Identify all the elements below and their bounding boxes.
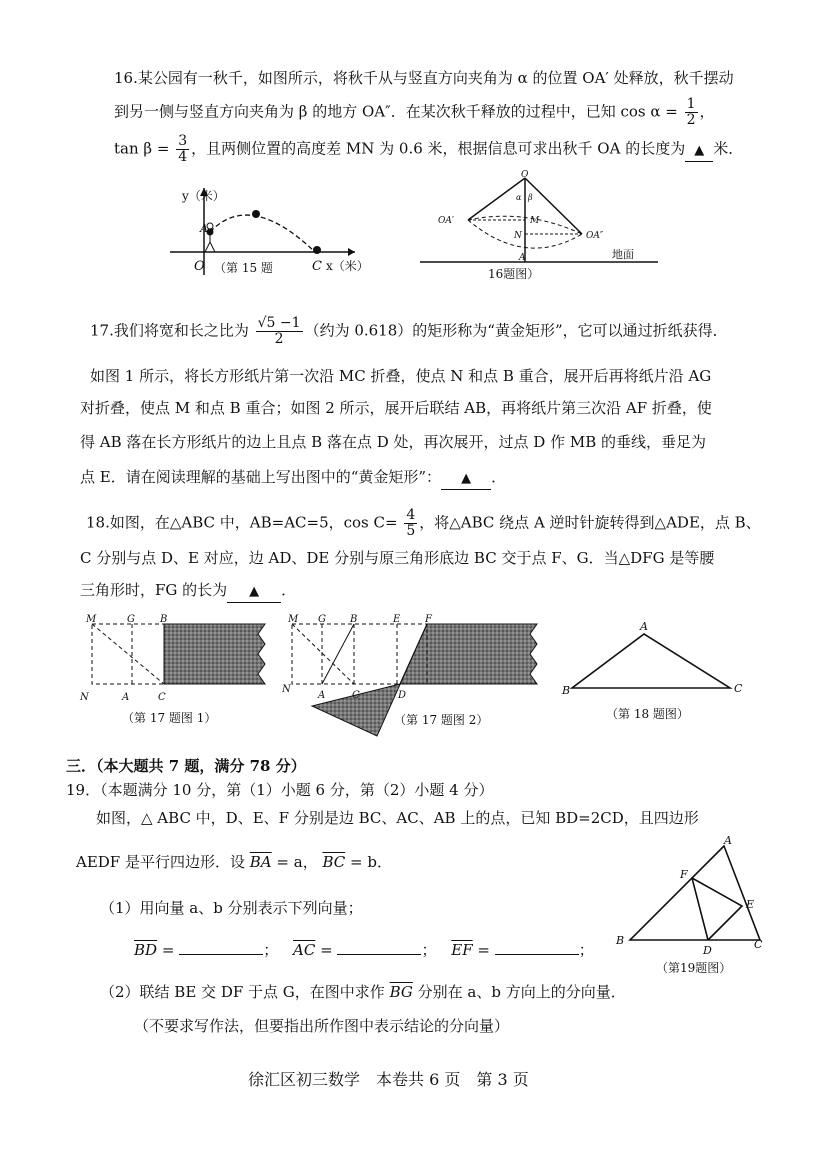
q18-line1 xyxy=(86,508,761,539)
q16-cos-den: 2 xyxy=(686,112,696,128)
q19-bd-blank[interactable] xyxy=(179,954,263,955)
fig17-1-b: B xyxy=(160,614,168,625)
q16-cos-fraction xyxy=(685,97,698,128)
q19-vec-ba: $\overline{BA}$ xyxy=(249,853,272,871)
q17-line5 xyxy=(80,467,506,490)
q16-unit: 米． xyxy=(713,139,744,158)
q19-eq-b: = b． xyxy=(350,853,392,871)
fig15-x-label: x（米） xyxy=(326,259,369,273)
fig17-2-a: A xyxy=(318,690,326,701)
fig16-oa1-label: OA′ xyxy=(438,216,454,226)
fig17-1-g: G xyxy=(127,614,135,625)
q17-line1-text-b: （约为 0.618）的矩形称为“黄金矩形”，它可以通过折纸获得． xyxy=(304,321,728,340)
q19-part1: （1）用向量 a、b 分别表示下列向量； xyxy=(100,899,363,917)
fig18-c: C xyxy=(734,682,743,695)
q18-line1-text-b: ，将△ABC 绕点 A 逆时针旋转得到△ADE，点 B、 xyxy=(419,513,761,532)
q17-line2: 如图 1 所示，将长方形纸片第一次沿 MC 折叠，使点 N 和点 B 重合，展开后再将纸片沿 AG xyxy=(90,367,712,385)
fig17-1-a: A xyxy=(122,692,130,703)
fig16-beta-label: β xyxy=(528,193,533,202)
q16-tan-den: 4 xyxy=(178,149,188,165)
fig16-n-label: N xyxy=(514,231,522,241)
q16-line2-text: 到另一侧与竖直方向夹角为 β 的地方 OA″．在某次秋千释放的过程中，已知 cos α = xyxy=(114,102,678,121)
section3-heading: 三．（本大题共 7 题，满分 78 分） xyxy=(66,757,306,775)
q17-golden-fraction xyxy=(256,316,303,347)
fig17-2-diagram xyxy=(282,614,552,739)
q18-answer-blank[interactable] xyxy=(227,580,281,603)
fig19-d: D xyxy=(703,944,712,957)
q19-ef-label: $\overline{EF}$ xyxy=(451,941,473,959)
q17-answer-mark: ▲ xyxy=(461,471,472,486)
q18-line1-text-a: 18.如图，在△ABC 中，AB=AC=5，cos C= xyxy=(86,513,398,532)
q19-eq-a: = a， xyxy=(276,853,318,871)
fig15-a-label: A xyxy=(200,222,208,235)
fig17-1-caption: （第 17 题图 1） xyxy=(122,711,217,725)
q19-part2-text-b: 分别在 a、b 方向上的分向量． xyxy=(417,983,626,1001)
fig16-oa2-label: OA″ xyxy=(586,231,604,241)
q19-part2-text-a: （2）联结 BE 交 DF 于点 G，在图中求作 xyxy=(100,983,385,1001)
q16-line3 xyxy=(114,134,743,165)
q19-ac-eq: = xyxy=(320,941,333,959)
q17-line5-end: ． xyxy=(491,468,507,486)
q19-ac-label: $\overline{AC}$ xyxy=(293,941,316,959)
fig16-o-label: O xyxy=(521,170,529,180)
fig15-diagram xyxy=(170,180,370,280)
q19-line2 xyxy=(76,852,392,872)
fig16-diagram xyxy=(420,170,660,285)
q18-line3-end: ． xyxy=(281,581,297,599)
fig15-o-label: O xyxy=(194,259,205,274)
q17-line3: 对折叠，使点 M 和点 B 重合；如图 2 所示，展开后联结 AB，再将纸片第三次沿 AF 折叠，使 xyxy=(80,399,712,417)
q18-line3-text: 三角形时，FG 的长为 xyxy=(80,581,228,599)
q17-frac-num: √5 −1 xyxy=(257,315,301,331)
q17-line1 xyxy=(90,316,728,347)
fig17-1-m: M xyxy=(86,614,97,625)
fig16-alpha-label: α xyxy=(516,193,522,202)
q18-line2: C 分别与点 D、E 对应，边 AD、DE 分别与原三角形底边 BC 交于点 F、G．当△DFG 是等腰 xyxy=(80,549,715,567)
fig16-caption: 16题图） xyxy=(488,267,540,281)
q17-line5-text: 点 E．请在阅读理解的基础上写出图中的“黄金矩形”： xyxy=(80,468,442,486)
fig17-2-c: C xyxy=(352,690,360,701)
q19-ac-blank[interactable] xyxy=(337,954,421,955)
q16-line3-text: ，且两侧位置的高度差 MN 为 0.6 米，根据信息可求出秋千 OA 的长度为 xyxy=(191,139,686,158)
q19-vec-bc: $\overline{BC}$ xyxy=(322,853,346,871)
q19-answers-row xyxy=(134,940,594,960)
q16-line2: 到另一侧与竖直方向夹角为 β 的地方 OA″．在某次秋千释放的过程中，已知 cos α = $\frac{1}{2}$ ， xyxy=(114,96,715,128)
q18-cos-fraction xyxy=(404,508,417,539)
q16-tan-fraction xyxy=(176,134,189,165)
q17-answer-blank[interactable] xyxy=(441,467,491,490)
fig17-2-b: B xyxy=(350,614,358,625)
q19-part2c: （不要求写作法，但要指出所作图中表示结论的分向量） xyxy=(134,1017,510,1035)
fig15-caption: （第 15 题 xyxy=(214,261,273,275)
fig17-1-c: C xyxy=(158,692,166,703)
q19-sep-3: ； xyxy=(578,941,594,959)
q16-line1: 16.某公园有一秋千，如图所示，将秋千从与竖直方向夹角为 α 的位置 OA′ 处释放，秋千摆动 xyxy=(114,69,734,87)
fig17-2-f: F xyxy=(425,614,432,625)
q18-answer-mark: ▲ xyxy=(249,584,260,599)
fig19-diagram xyxy=(612,836,772,981)
q16-tan-text: tan β = xyxy=(114,139,170,158)
fig18-b: B xyxy=(562,684,571,697)
q16-tan-num: 3 xyxy=(178,133,188,149)
fig16-ground-label: 地面 xyxy=(612,248,634,261)
q17-frac-den: 2 xyxy=(274,331,284,347)
q18-frac-num: 4 xyxy=(406,507,416,523)
q19-ef-blank[interactable] xyxy=(495,954,579,955)
fig17-2-e: E xyxy=(393,614,401,625)
fig19-a: A xyxy=(724,834,732,847)
q19-head: 19．（本题满分 10 分，第（1）小题 6 分，第（2）小题 4 分） xyxy=(66,781,494,799)
q17-line1-text-a: 17.我们将宽和长之比为 xyxy=(90,321,249,340)
fig15-y-label: y（米） xyxy=(182,189,225,203)
fig16-m-label: M xyxy=(530,216,540,226)
q16-cos-num: 1 xyxy=(686,96,696,112)
q16-answer-mark: ▲ xyxy=(694,142,705,158)
fig19-c: C xyxy=(754,938,763,951)
fig16-a-label: A xyxy=(519,253,526,263)
fig17-2-m: M xyxy=(288,614,299,625)
fig18-caption: （第 18 题图） xyxy=(606,707,689,721)
q18-line3 xyxy=(80,580,296,603)
q19-ef-eq: = xyxy=(477,941,490,959)
q19-line2-text: AEDF 是平行四边形．设 xyxy=(76,853,245,871)
fig17-2-g: G xyxy=(318,614,326,625)
q19-bd-label: $\overline{BD}$ xyxy=(134,941,158,959)
fig19-caption: （第19题图） xyxy=(656,961,732,975)
fig17-2-n: N xyxy=(282,684,291,695)
fig18-a: A xyxy=(640,620,648,633)
fig19-b: B xyxy=(616,934,625,947)
q18-frac-den: 5 xyxy=(406,523,416,539)
page-footer: 徐汇区初三数学 本卷共 6 页 第 3 页 xyxy=(248,1070,529,1089)
q16-answer-blank[interactable] xyxy=(685,139,713,162)
fig19-e: E xyxy=(746,898,755,911)
fig17-1-n: N xyxy=(80,692,89,703)
fig15-c-label: C xyxy=(312,259,322,274)
fig17-1-diagram xyxy=(80,614,280,729)
q19-part2 xyxy=(100,982,626,1002)
fig17-2-d: D xyxy=(398,690,407,701)
fig17-2-caption: （第 17 题图 2） xyxy=(394,713,489,727)
q19-sep-1: ； xyxy=(263,941,279,959)
fig19-f: F xyxy=(680,868,688,881)
q17-line4: 得 AB 落在长方形纸片的边上且点 B 落在点 D 处，再次展开，过点 D 作 MB 的垂线，垂足为 xyxy=(80,433,706,451)
fig18-diagram xyxy=(560,620,750,725)
q19-bd-eq: = xyxy=(161,941,175,959)
q19-line1: 如图，△ ABC 中，D、E、F 分别是边 BC、AC、AB 上的点，已知 BD=2CD，且四边形 xyxy=(96,809,699,827)
q19-vec-bg: $\overline{BG}$ xyxy=(389,983,413,1001)
q19-sep-2: ； xyxy=(421,941,437,959)
